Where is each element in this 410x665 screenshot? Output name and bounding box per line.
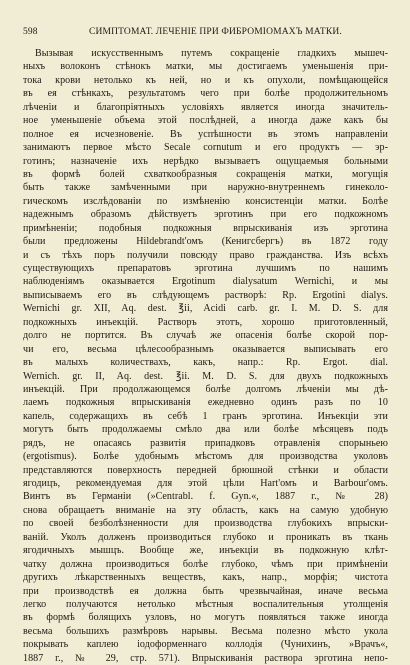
- text-line: Вызывая искусственнымъ путемъ сокращеніе гладкихъ мышеч-: [35, 48, 388, 59]
- text-line: чатку должна производиться болѣе глубоко, чѣмъ при примѣненіи: [23, 558, 388, 570]
- page-header: [23, 27, 388, 41]
- text-line: лаемъ подкожныя впрыскиванія ежедневно одинъ разъ по 10: [23, 397, 388, 409]
- text-line: подкожныхъ инъекцій. Растворъ этотъ, хорошо приготовленный,: [23, 316, 388, 328]
- text-line: при производствѣ ея должна быть чрезвычайная, иначе весьма: [23, 585, 388, 597]
- text-line: ягодичныхъ мышцъ. Вообще же, инъекціи въ подкожную клѣт-: [23, 545, 388, 557]
- text-line: были предложены Hildebrandt'омъ (Кенигсбергъ) въ 1872 году: [23, 236, 388, 248]
- text-line: чи его, весьма цѣлесообразнымъ оказывается выписывать его: [23, 343, 388, 355]
- text-line: (ergotismus). Болѣе удобнымъ мѣстомъ для производства уколовъ: [23, 451, 388, 463]
- text-line: гическомъ изслѣдованіи по измѣненію консистенціи матки. Болѣе: [23, 195, 388, 207]
- text-line: рядъ, не опасаясь развитія припадковъ отравленія спорыньею: [23, 437, 388, 449]
- text-line: легко получаются нетолько мѣстныя воспалительныя утолщенія: [23, 598, 388, 610]
- text-line: могутъ быть продолжаемы смѣло два или болѣе мѣсяцевъ подъ: [23, 424, 388, 436]
- text-line: надежнымъ образомъ дѣйствуетъ эрготинъ при его подкожномъ: [23, 209, 388, 221]
- text-line: существующихъ препаратовъ эрготина лучшимъ по нашимъ: [23, 263, 388, 274]
- text-line: капель, содержащихъ въ себѣ 1 гранъ эрготина. Инъекціи эти: [23, 410, 388, 422]
- text-line: быть также замѣченными при наружно-внутреннемъ гинеколо-: [23, 182, 388, 194]
- text-line: инъекцій. При продолжающемся болѣе долгомъ лѣченіи мы дѣ-: [23, 383, 388, 395]
- text-line: занимаютъ первое мѣсто Secale cornutum и его продуктъ — эр-: [23, 142, 388, 154]
- text-line: Wernich. gr. II, Aq. dest. ℥ii. M. D. S. для двухъ подкожныхъ: [23, 370, 388, 382]
- body-text: [23, 47, 388, 665]
- text-line: въ ея стѣнкахъ, результатомъ чего при болѣе продолжительномъ: [23, 88, 388, 100]
- running-title: СИМПТОМАТ. ЛЕЧЕНІЕ ПРИ ФИБРОМІОМАХЪ МАТКИ.: [89, 27, 342, 37]
- text-line: представляются поверхность передней брюшной стѣнки и области: [23, 464, 388, 476]
- text-line: Винтъ въ Германіи (»Centrabl. f. Gyn.«, 1887 г., № 28): [23, 491, 388, 503]
- text-line: наблюденіямъ оказывается Ergotinum dialysatum Wernichi, и мы: [23, 276, 388, 288]
- text-line: примѣненіи; подобныя подкожныя впрыскиванія изъ эрготина: [23, 222, 388, 234]
- text-line: ное уменьшеніе объема этой послѣдней, а иногда даже какъ бы: [23, 115, 388, 127]
- text-line: весьма большихъ размѣровъ нарывы. Весьма полезно мѣсто укола: [23, 625, 388, 637]
- text-line: ваній. Уколъ долженъ производиться глубоко и проникать въ ткань: [23, 531, 388, 543]
- text-line: другихъ лѣкарственныхъ веществъ, какъ, напр., морфія; чистота: [23, 572, 388, 584]
- text-line: ягодицъ, рекомендуемая для этой цѣли Hart'омъ и Barbour'омъ.: [23, 478, 388, 489]
- text-line: долго не портится. Въ случаѣ же опасенія болѣе скорой пор-: [23, 330, 388, 342]
- text-line: въ малыхъ количествахъ, какъ, напр.: Rp. Ergot. dial.: [23, 357, 388, 369]
- text-line: и съ тѣхъ поръ получили повсюду право гражданства. Изъ всѣхъ: [23, 249, 388, 261]
- text-line: Wernichi gr. XII, Aq. dest. ℥ii, Acidi carb. gr. I. M. D. S. для: [23, 303, 388, 315]
- text-line: полное ея исчезновеніе. Въ успѣшности въ этомъ направленіи: [23, 128, 388, 140]
- text-line: въ формѣ болящихъ узловъ, но могутъ появляться также иногда: [23, 612, 388, 624]
- text-line: въ формѣ болей схваткообразныя сокращенія матки, могущія: [23, 168, 388, 180]
- text-line: выписываемъ его въ слѣдующемъ растворѣ: Rp. Ergotini dialys.: [23, 289, 388, 301]
- text-line: по своей безболѣзненности для производства глубокихъ впрыски-: [23, 518, 388, 530]
- text-line: готинъ; назначеніе ихъ нерѣдко вызываетъ ощущаемыя больными: [23, 155, 388, 167]
- text-line: тока крови нетолько къ ней, но и къ опухоли, помѣщающейся: [23, 74, 388, 86]
- text-line: ныхъ волоконъ стѣнокъ матки, мы достигаемъ уменьшенія при-: [23, 61, 388, 73]
- text-line: 1887 г., № 29, стр. 571). Впрыскиванія раствора эрготина непо-: [23, 652, 388, 664]
- page-number: 598: [23, 27, 38, 37]
- text-line: покрывать каплею іодоформеннаго коллодія (Чунихинъ, »Врачъ«,: [23, 639, 388, 651]
- text-line: лѣченіи и благопріятныхъ условіяхъ является иногда значитель-: [23, 101, 388, 113]
- text-line: снова обращаетъ вниманіе на эту область, какъ на самую удобную: [23, 504, 388, 516]
